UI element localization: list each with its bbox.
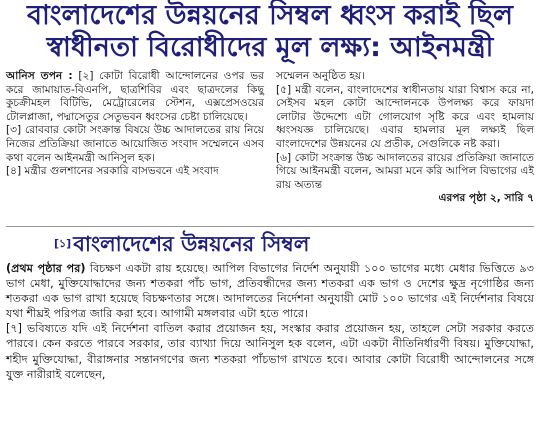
left-paragraph-1 <box>6 70 264 124</box>
continuation-number: [১] <box>54 237 72 250</box>
left-paragraph-3: [৪] মন্ত্রীর গুলশানের সরকারি বাসভবনে এই সংবাদ <box>6 165 219 178</box>
continuation-section <box>6 226 534 382</box>
continuation-title: বাংলাদেশের উন্নয়নের সিম্বল <box>73 232 310 256</box>
continuation-paragraph-2: [৭] ভবিষ্যতে যদি এই নির্দেশনা বাতিল করার প্রয়োজন হয়, সংস্কার করার প্রয়োজন হয়, তাহলে সেটা সরকার করতে পারবে। কেন করতে পারবে সরকার, তার ব্যাখ্যা দিয়ে আনিসুল হক বলেন, এটা একটা নীতিনির্ধারণী বিষয়। মুক্তিযোদ্ধা, শহীদ মুক্তিযোদ্ধা, বীরাঙ্গনার সন্তানগণের জন্য শতকরা পাঁচভাগ রাখতে হবে। আবার কোটা বিরোধী আন্দোলনের সঙ্গে যুক্ত নারীরাই বলেছেন, <box>6 322 534 381</box>
continued-on-page-note: এরপর পৃষ্ঠা ২, সারি ৭ <box>438 192 534 205</box>
headline-line-1: বাংলাদেশের উন্নয়নের সিম্বল ধ্বংস করাই ছিল <box>26 0 514 31</box>
left-paragraph-1-text: [২] কোটা বিরোধী আন্দোলনের ওপর ভর করে জামায়াত-বিএনপি, ছাত্রশিবির এবং ছাত্রদলের কিছু কুচক্রীমহল বিটিভি, মেট্রোরেলের স্টেশন, এক্সপ্রেসওয়ের টোলপ্লাজা, পদ্মাসেতুর সেতুভবন ধ্বংসের চেষ্টা চালিয়েছে। <box>6 70 264 123</box>
right-paragraph-2: [৫] মন্ত্রী বলেন, বাংলাদেশের স্বাধীনতায় যারা বিশ্বাস করে না, সেইসব মহল কোটা আন্দোলনকে উপলক্ষ্য করে ফায়দা লোটার উদ্দেশ্যে এটা গোলযোগ সৃষ্টি করে এবং হামলায় ধ্বংসযজ্ঞ চালিয়েছে। এবার হামলার মূল লক্ষ্যই ছিল বাংলাদেশের উন্নয়নের যে প্রতীক, সেগুলিকে নষ্ট করা। <box>276 83 534 150</box>
continuation-heading <box>54 231 534 257</box>
continuation-body <box>6 261 534 382</box>
right-paragraph-1: সম্মেলন অনুষ্ঠিত হয়। <box>276 70 366 82</box>
left-paragraph-2: [৩] রোববার কোটা সংক্রান্ত বিষয়ে উচ্চ আদালতের রায় নিয়ে নিজের প্রতিক্রিয়া জানাতে আয়োজিত সংবাদ সম্মেলনে এসব কথা বলেন আইনমন্ত্রী আনিসুল হক। <box>6 124 264 164</box>
continuation-paragraph-1 <box>6 261 534 321</box>
headline-line-2: স্বাধীনতা বিরোধীদের মূল লক্ষ্য: আইনমন্ত্রী <box>46 32 494 63</box>
right-paragraph-3: [৬] কোটা সংক্রান্ত উচ্চ আদালতের রায়ের প্রতিক্রিয়া জানাতে গিয়ে আইনমন্ত্রী বলেন, আমরা মনে করি আপিল বিভাগের এই রায় অত্যন্ত <box>276 151 534 191</box>
left-column <box>6 70 264 179</box>
author-byline: আনিস তপন : <box>6 70 73 82</box>
continuation-paragraph-1-text: বিচক্ষণ একটা রায় হয়েছে। আপিল বিভাগের নির্দেশ অনুযায়ী ১০০ ভাগের মধ্যে মেধার ভিত্তিতে ৯৩ ভাগ মেধা, মুক্তিযোদ্ধাদের জন্য শতকরা পাঁচ ভাগ, প্রতিবন্ধীদের জন্য শতকরা এক ভাগ ও দেশের ক্ষুদ্র নৃগোষ্ঠির জন্য শতকরা এক ভাগ রাখা হয়েছে বিচক্ষণতার সঙ্গে। আদালতের নির্দেশনা অনুযায়ী মোট ১০০ ভাগের এই নির্দেশনার বিষয়ে যথা শীঘ্রই পরিপত্র জারি করা হবে। আগামী মঙ্গলবার এটা হতে পারে। <box>6 262 534 321</box>
article-columns <box>6 70 534 222</box>
continuation-tag: (প্রথম পৃষ্ঠার পর) <box>6 262 86 275</box>
right-column <box>276 70 534 206</box>
